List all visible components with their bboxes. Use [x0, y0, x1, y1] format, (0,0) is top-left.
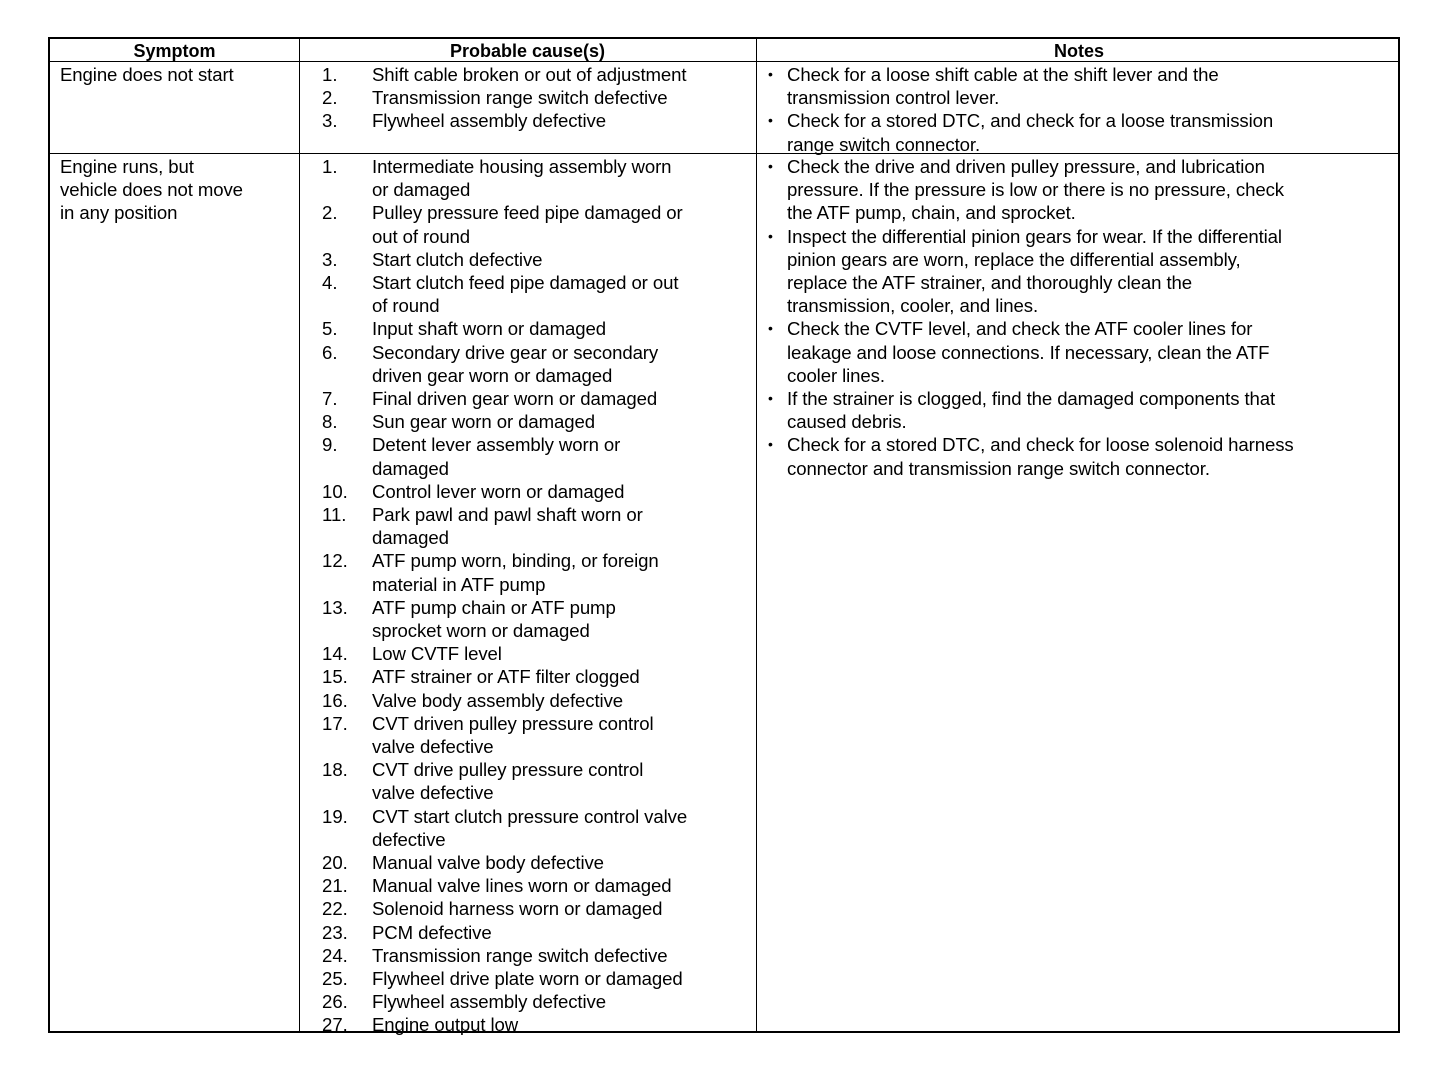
cause-text: ATF pump chain or ATF pump — [372, 596, 616, 618]
cause-text: driven gear worn or damaged — [372, 364, 613, 386]
cause-text: Flywheel drive plate worn or damaged — [372, 968, 683, 989]
note-text: Check for a stored DTC, and check for a loose transmission — [787, 110, 1274, 132]
bullet-icon: • — [768, 158, 773, 174]
cause-number: 1. — [322, 156, 338, 177]
bullet-icon: • — [768, 112, 773, 129]
cause-text: Input shaft worn or damaged — [372, 318, 606, 340]
cause-number: 17. — [322, 712, 348, 734]
header-symptom: Symptom — [133, 41, 216, 61]
cause-text: ATF strainer or ATF filter clogged — [372, 666, 640, 688]
cause-text: CVT driven pulley pressure control — [372, 712, 654, 734]
note-text: Check for a stored DTC, and check for loose solenoid harness — [787, 434, 1294, 456]
cause-text: Transmission range switch defective — [372, 944, 668, 966]
cause-text: PCM defective — [372, 921, 492, 943]
cause-text: valve defective — [372, 782, 494, 804]
bullet-icon: • — [768, 390, 773, 406]
cause-number: 4. — [322, 272, 338, 293]
cause-text: Start clutch defective — [372, 248, 543, 270]
cause-text: damaged — [372, 527, 449, 549]
cause-text: Flywheel assembly defective — [372, 110, 606, 132]
note-text: Check for a loose shift cable at the shift lever and the — [787, 64, 1219, 85]
cause-number: 6. — [322, 341, 338, 363]
cause-text: Final driven gear worn or damaged — [372, 388, 658, 409]
note-text: Check the CVTF level, and check the ATF cooler lines for — [787, 318, 1253, 340]
cause-number: 13. — [322, 596, 348, 618]
cause-text: Transmission range switch defective — [372, 87, 668, 109]
cause-number: 16. — [322, 689, 348, 711]
cause-text: out of round — [372, 225, 471, 247]
cause-number: 15. — [322, 666, 348, 688]
cause-text: Pulley pressure feed pipe damaged or — [372, 202, 683, 224]
bullet-icon: • — [768, 66, 773, 82]
cause-number: 10. — [322, 480, 348, 502]
symptom-text: vehicle does not move — [60, 179, 243, 201]
note-text: replace the ATF strainer, and thoroughly clean the — [787, 272, 1192, 293]
cause-number: 9. — [322, 434, 338, 456]
note-text: transmission, cooler, and lines. — [787, 295, 1039, 317]
cause-text: Engine output low — [372, 1014, 519, 1036]
note-text: Check the drive and driven pulley pressure, and lubrication — [787, 156, 1265, 177]
cause-text: Manual valve lines worn or damaged — [372, 875, 672, 897]
cause-text: Sun gear worn or damaged — [372, 411, 595, 433]
cause-text: CVT start clutch pressure control valve — [372, 805, 688, 827]
cause-number: 22. — [322, 898, 348, 920]
cause-number: 26. — [322, 991, 348, 1013]
column-divider — [299, 39, 300, 1031]
cause-text: ATF pump worn, binding, or foreign — [372, 550, 659, 572]
cause-number: 24. — [322, 944, 348, 966]
cause-number: 1. — [322, 64, 338, 85]
cause-number: 8. — [322, 411, 338, 433]
cause-text: Low CVTF level — [372, 643, 502, 665]
cause-text: sprocket worn or damaged — [372, 620, 590, 641]
cause-text: Start clutch feed pipe damaged or out — [372, 272, 679, 293]
cause-number: 12. — [322, 550, 348, 572]
header-notes: Notes — [1053, 41, 1104, 61]
cause-number: 14. — [322, 643, 348, 665]
cause-number: 27. — [322, 1014, 348, 1036]
cause-text: Detent lever assembly worn or — [372, 434, 621, 456]
cause-number: 23. — [322, 921, 348, 943]
cause-number: 20. — [322, 852, 348, 873]
note-text: the ATF pump, chain, and sprocket. — [787, 202, 1076, 224]
cause-number: 21. — [322, 875, 348, 897]
cause-number: 7. — [322, 388, 338, 409]
cause-number: 2. — [322, 87, 338, 109]
cause-number: 11. — [322, 504, 347, 525]
header-probable-causes: Probable cause(s) — [449, 41, 606, 61]
cause-text: Manual valve body defective — [372, 852, 604, 873]
symptom-text: Engine does not start — [60, 64, 234, 85]
bullet-icon: • — [768, 227, 773, 244]
note-text: pressure. If the pressure is low or there is no pressure, check — [787, 179, 1284, 201]
note-text: caused debris. — [787, 411, 907, 433]
cause-number: 2. — [322, 202, 338, 224]
cause-number: 3. — [322, 248, 338, 270]
cause-number: 19. — [322, 805, 348, 827]
cause-number: 25. — [322, 968, 348, 989]
note-text: leakage and loose connections. If necessary, clean the ATF — [787, 341, 1270, 363]
cause-text: damaged — [372, 457, 449, 479]
cause-text: valve defective — [372, 736, 494, 757]
note-text: pinion gears are worn, replace the differential assembly, — [787, 248, 1241, 270]
note-text: connector and transmission range switch connector. — [787, 457, 1210, 479]
cause-number: 3. — [322, 110, 338, 132]
row-divider — [50, 153, 1398, 154]
cause-text: or damaged — [372, 179, 471, 201]
note-text: If the strainer is clogged, find the damaged components that — [787, 388, 1276, 409]
cause-text: Valve body assembly defective — [372, 689, 624, 711]
cause-text: Flywheel assembly defective — [372, 991, 606, 1013]
bullet-icon: • — [768, 320, 773, 337]
cause-text: Intermediate housing assembly worn — [372, 156, 672, 177]
note-text: cooler lines. — [787, 364, 885, 386]
cause-text: Secondary drive gear or secondary — [372, 341, 659, 363]
symptom-text: in any position — [60, 202, 178, 224]
note-text: transmission control lever. — [787, 87, 1000, 109]
cause-text: CVT drive pulley pressure control — [372, 759, 644, 781]
cause-text: defective — [372, 828, 446, 850]
cause-text: Park pawl and pawl shaft worn or — [372, 504, 643, 525]
cause-text: Shift cable broken or out of adjustment — [372, 64, 687, 85]
cause-number: 5. — [322, 318, 338, 340]
note-text: Inspect the differential pinion gears for wear. If the differential — [787, 225, 1282, 247]
troubleshooting-table — [48, 37, 1400, 1036]
cause-number: 18. — [322, 759, 348, 781]
cause-text: of round — [372, 295, 440, 317]
symptom-text: Engine runs, but — [60, 156, 194, 177]
column-divider — [756, 39, 757, 1031]
note-text: range switch connector. — [787, 133, 981, 155]
cause-text: material in ATF pump — [372, 573, 546, 595]
bullet-icon: • — [768, 436, 773, 453]
cause-text: Control lever worn or damaged — [372, 480, 625, 502]
cause-text: Solenoid harness worn or damaged — [372, 898, 663, 920]
